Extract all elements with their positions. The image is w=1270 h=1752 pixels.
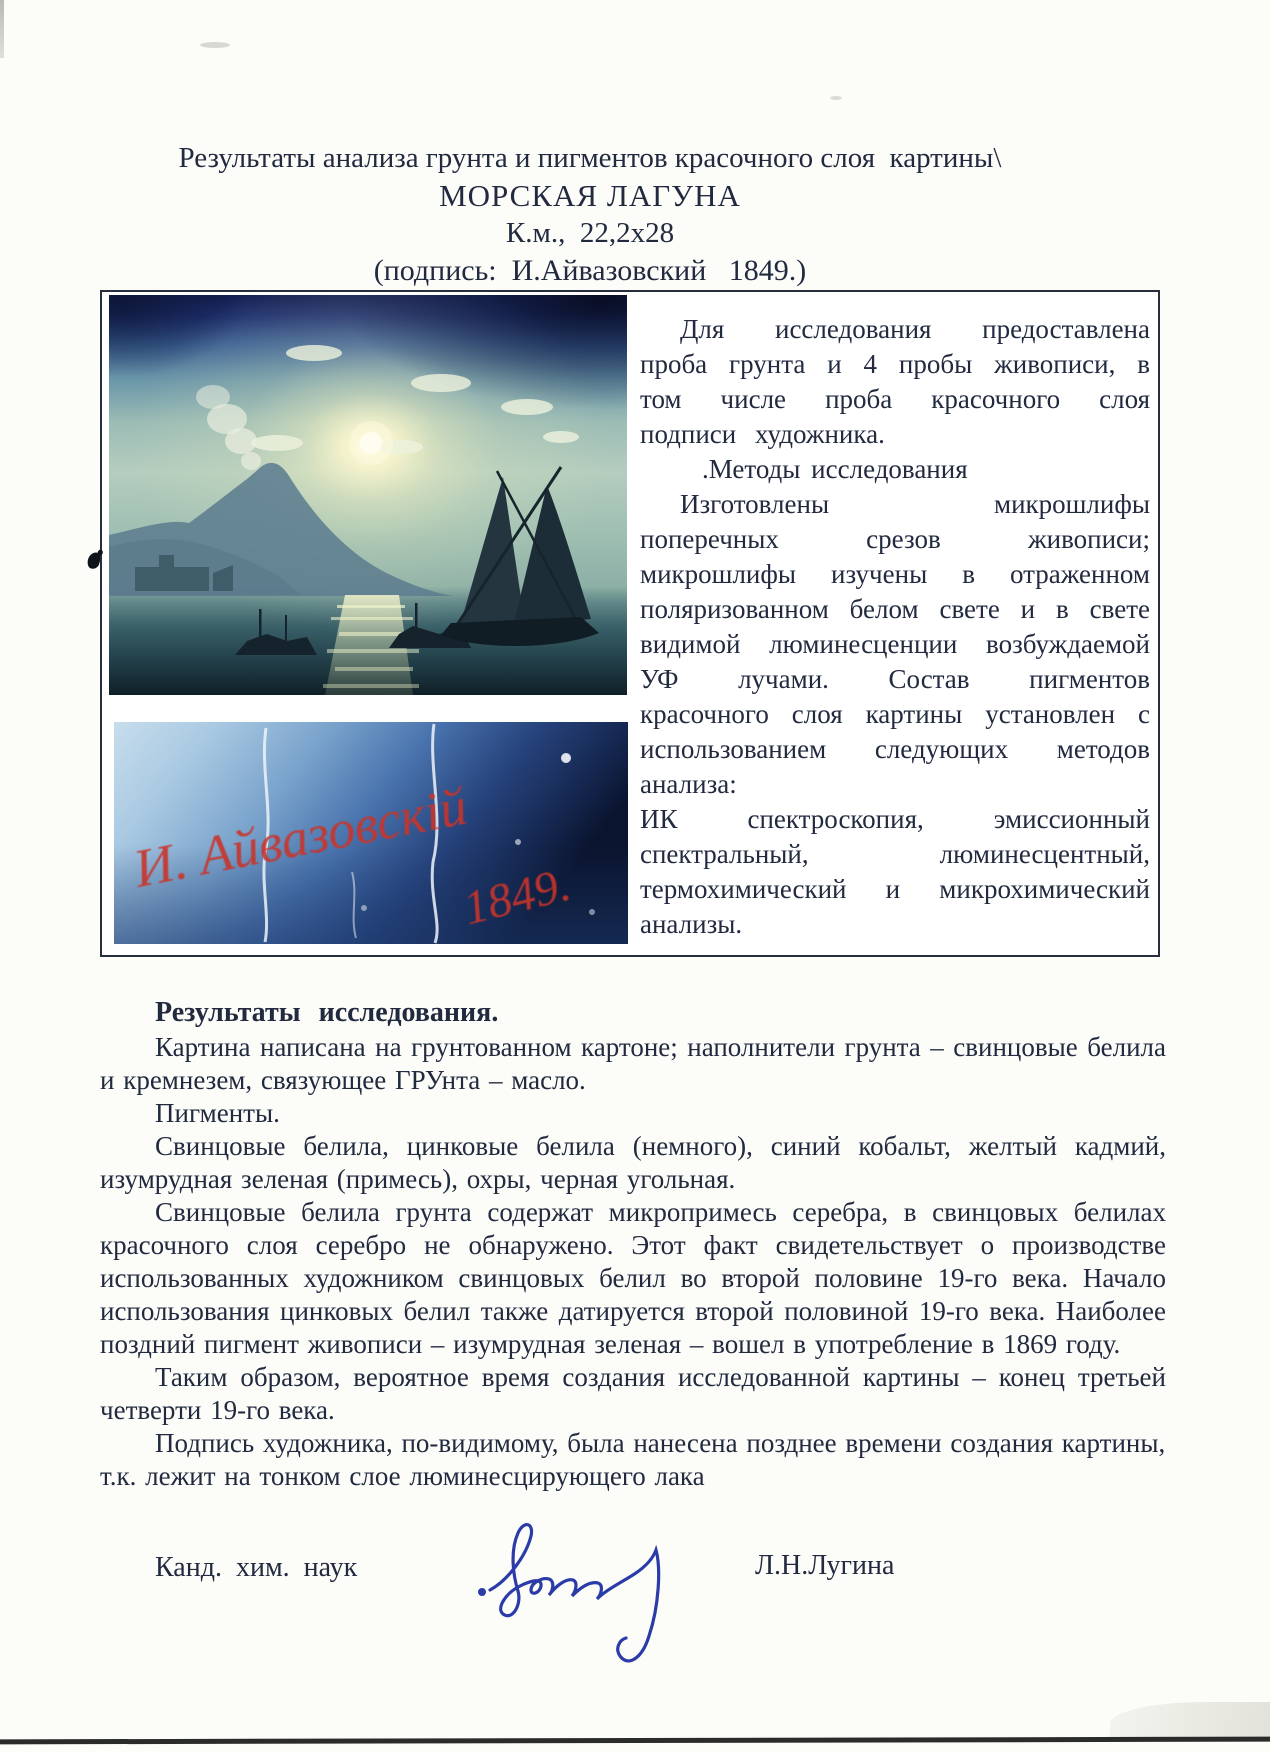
results-paragraph: Подпись художника, по-видимому, была нанесена позднее времени создания картины, т.к. лежит на тонком слое люминесцирующего лака [100,1428,1166,1491]
page-curl-artifact [1110,1702,1270,1738]
results-paragraph: Картина написана на грунтованном картоне; наполнители грунта – свинцовые белила и кремнезем, связующее ГРУнта – масло. [100,1032,1166,1095]
analysis-methods-list: ИК спектроскопия, эмиссионный спектральный, люминесцентный, термохимический и микрохимический анализы. [640,804,1150,939]
results-section [100,995,1166,1493]
scan-edge-line [0,1737,1270,1745]
document-title-block [70,140,1110,289]
painting-photo-moonlit-lagoon [109,295,627,695]
signature-photo-macro [114,722,628,944]
info-box [100,290,1160,957]
painting-dimensions: К.м., 22,2х28 [505,217,675,249]
script-artist-name: И. Айвазовскій [129,775,472,899]
scan-smudge [830,96,842,100]
results-paragraph: Свинцовые белила грунта содержат микропримесь серебра, в свинцовых белилах красочного слоя серебро не обнаружено. Этот факт свидетельствует о производстве использованных художником свинцовых белил во второй половине 19-го века. Начало использования цинковых белил также датируется второй половиной 19-го века. Наиболее поздний пигмент живописи – изумрудная зеленая – вошел в употребление в 1869 году. [100,1197,1166,1359]
scan-artifact-corner-line [0,0,4,58]
methods-text-column [640,312,1150,942]
moon [360,432,382,454]
scan-smudge [200,42,230,48]
sample-description-paragraph: Для исследования предоставлена проба грунта и 4 пробы живописи, в том числе проба красочного слоя подписи художника. [640,314,1150,449]
handwritten-pen-signature [468,1512,708,1677]
results-paragraph: Свинцовые белила, цинковые белила (немного), синий кобальт, желтый кадмий, изумрудная зеленая (примесь), охры, черная угольная. [100,1131,1166,1194]
script-year: 1849. [458,857,576,936]
methods-paragraph: Изготовлены микрошлифы поперечных срезов живописи; микрошлифы изучены в отраженном поляризованном белом свете и в свете видимой люминесценции возбуждаемой УФ лучами. Состав пигментов красочного слоя картины установлен с использованием следующих методов анализа: [640,489,1150,799]
results-paragraph: Таким образом, вероятное время создания исследованной картины – конец третьей четверти 19-го века. [100,1362,1166,1425]
results-paragraph: Пигменты. [155,1098,280,1128]
signer-name: Л.Н.Лугина [755,1550,895,1581]
results-heading: Результаты исследования. [155,997,499,1028]
painting-title: МОРСКАЯ ЛАГУНА [439,178,741,213]
methods-heading: .Методы исследования [702,454,968,484]
title-line-1: Результаты анализа грунта и пигментов красочного слоя картины\ [178,142,1002,174]
signer-title: Канд. хим. наук [155,1552,358,1583]
painting-signature-note: (подпись: И.Айвазовский 1849.) [373,254,807,287]
